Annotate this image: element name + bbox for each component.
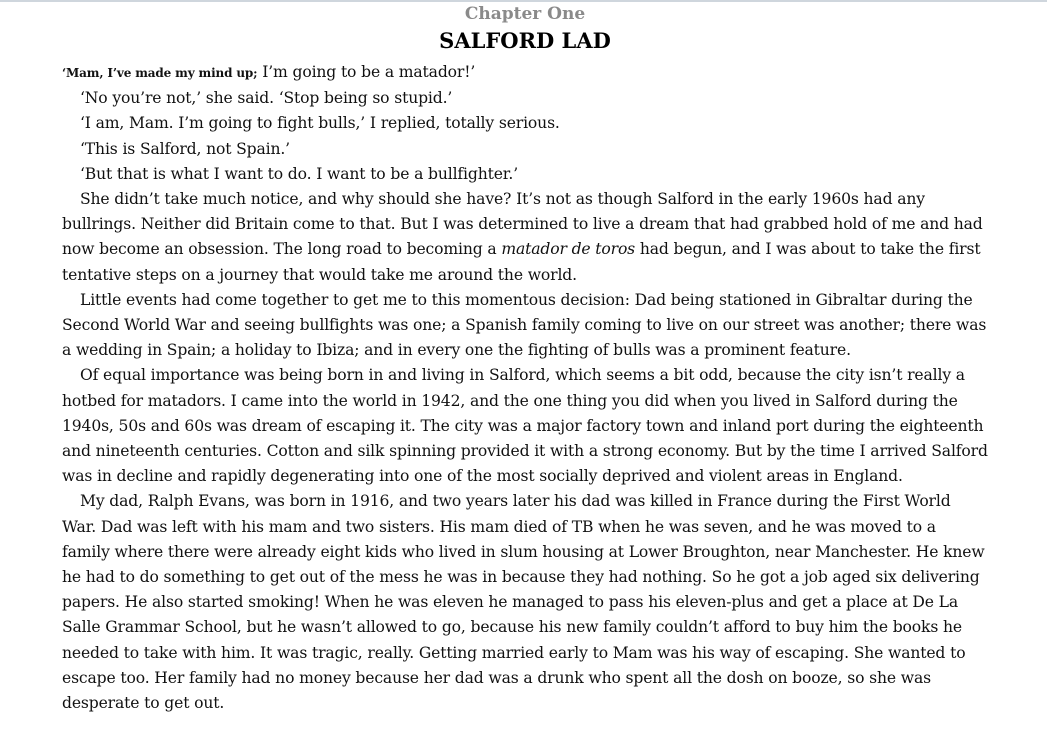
paragraph-1 xyxy=(62,60,988,86)
paragraph-8: Of equal importance was being born in and living in Salford, which seems a bit odd, because the city isn’t really a hotbed for matadors. I came into the world in 1942, and the one thing you did when you lived in Salford during the 1940s, 50s and 60s was dream of escaping it. The city was a major factory town and inland port during the eighteenth and nineteenth centuries. Cotton and silk spinning provided it with a strong economy. But by the time I arrived Salford was in decline and rapidly degenerating into one of the most socially deprived and violent areas in England. xyxy=(62,366,988,486)
paragraph-6-text-after: had begun, and I was about to take the first tentative steps on a journey that would take me around the world. xyxy=(62,240,981,284)
chapter-title: SALFORD LAD xyxy=(439,28,611,53)
paragraph-2: ‘No you’re not,’ she said. ‘Stop being so stupid.’ xyxy=(80,89,453,108)
paragraph-4: ‘This is Salford, not Spain.’ xyxy=(80,139,290,158)
paragraph-5: ‘But that is what I want to do. I want to be a bullfighter.’ xyxy=(80,164,519,183)
chapter-body xyxy=(62,60,988,716)
chapter-label: Chapter One xyxy=(464,4,586,24)
lead-in-text: ‘Mam, I’ve made my mind up; xyxy=(62,66,258,80)
paragraph-6 xyxy=(62,187,988,288)
paragraph-3: ‘I am, Mam. I’m going to fight bulls,’ I replied, totally serious. xyxy=(80,114,560,133)
book-page xyxy=(62,2,988,716)
paragraph-9: My dad, Ralph Evans, was born in 1916, and two years later his dad was killed in France during the First World War. Dad was left with his mam and two sisters. His mam died of TB when he was seven, and he was moved to a family where there were already eight kids who lived in slum housing at Lower Broughton, near Manchester. He knew he had to do something to get out of the mess he was in because they had nothing. So he got a job aged six delivering papers. He also started smoking! When he was eleven he managed to pass his eleven-plus and get a place at De La Salle Grammar School, but he wasn’t allowed to go, because his new family couldn’t afford to buy him the books he needed to take with him. It was tragic, really. Getting married early to Mam was his way of escaping. She wanted to escape too. Her family had no money because her dad was a drunk who spent all the dosh on booze, so she was desperate to get out. xyxy=(62,492,985,713)
paragraph-7: Little events had come together to get me to this momentous decision: Dad being stationed in Gibraltar during the Second World War and seeing bullfights was one; a Spanish family coming to live on our street was another; there was a wedding in Spain; a holiday to Ibiza; and in every one the fighting of bulls was a prominent feature. xyxy=(62,290,987,360)
italic-phrase: matador de toros xyxy=(501,240,636,259)
paragraph-1-text: I’m going to be a matador!’ xyxy=(257,63,476,81)
paragraph-6-text-before: She didn’t take much notice, and why should she have? It’s not as though Salford in the early 1960s had any bullrings. Neither did Britain come to that. But I was determined to live a dream that had grabbed hold of me and had now become an obsession. The long road to becoming a xyxy=(62,190,983,259)
